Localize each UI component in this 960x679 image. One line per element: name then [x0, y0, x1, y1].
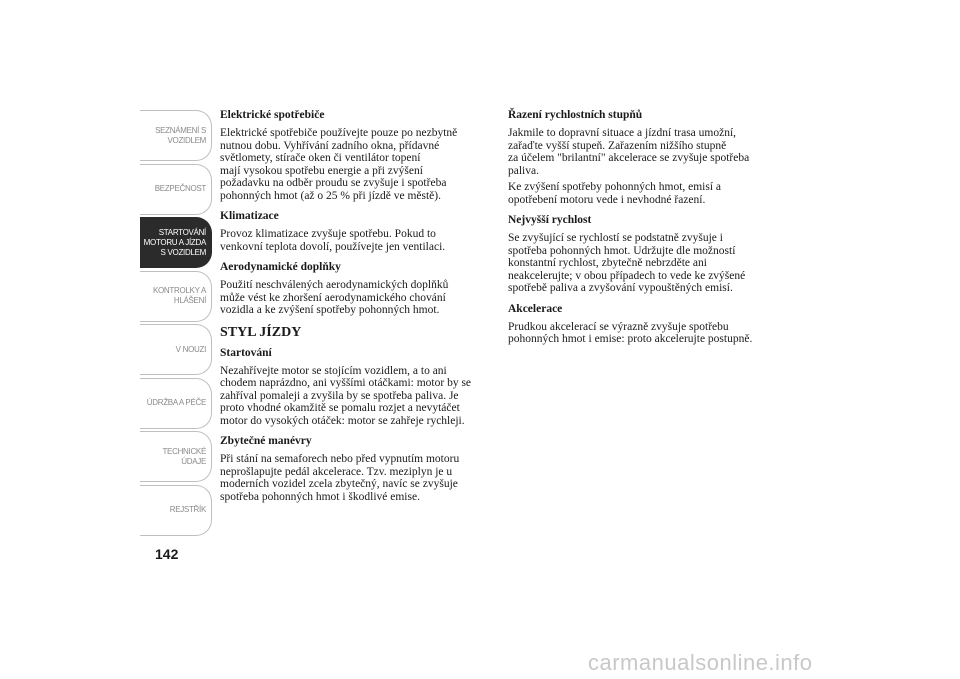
heading-zbytecne-manevry: Zbytečné manévry	[220, 435, 312, 447]
tab-seznameni-s-vozidlem[interactable]: SEZNÁMENÍ S VOZIDLEM	[140, 110, 212, 161]
paragraph-akcelerace: Prudkou akcelerací se výrazně zvyšuje spotřebu pohonných hmot i emise: proto akcelerujte postupně.	[508, 320, 753, 345]
watermark: carmanualsonline.info	[588, 650, 813, 675]
heading-aerodynamicke-doplnky: Aerodynamické doplňky	[220, 261, 341, 273]
tab-udrzba-a-pece[interactable]: ÚDRŽBA A PÉČE	[140, 378, 212, 429]
heading-elektricke-spotrebice: Elektrické spotřebiče	[220, 109, 325, 121]
left-column	[220, 109, 500, 511]
paragraph-startovani: Nezahřívejte motor se stojícím vozidlem, a to ani chodem naprázdno, ani vyššími otáčkami: motor by se zahříval pomaleji a zvyšila by se spotřeba paliva. Je proto vhodné okamžitě se pomalu rozjet a nevytáčet motor do vysokých otáček: motor se zahřeje rychleji.	[220, 364, 472, 427]
heading-razeni: Řazení rychlostních stupňů	[508, 109, 643, 121]
tab-kontrolky-a-hlaseni[interactable]: KONTROLKY A HLÁŠENÍ	[140, 271, 212, 322]
tab-rejstrik[interactable]: REJSTŘÍK	[140, 485, 212, 536]
heading-startovani: Startování	[220, 346, 272, 359]
page-number: 142	[155, 546, 179, 562]
paragraph-razeni-1: Jakmile to dopravní situace a jízdní trasa umožní, zařaďte vyšší stupeň. Zařazením nižšího stupně za účelem "brilantní" akcelerace se zvyšuje spotřeba paliva.	[508, 127, 750, 177]
paragraph-razeni-2: Ke zvýšení spotřeby pohonných hmot, emisí a opotřebení motoru vede i nevhodné řazení.	[508, 181, 722, 206]
heading-akcelerace: Akcelerace	[508, 302, 563, 315]
heading-nejvyssi-rychlost: Nejvyšší rychlost	[508, 214, 592, 226]
section-title-styl-jizdy: STYL JÍZDY	[220, 324, 302, 340]
paragraph-nejvyssi-rychlost: Se zvyšující se rychlostí se podstatně zvyšuje i spotřeba pohonných hmot. Udržujte dle možností konstantní rychlost, zbytečně nebrzděte ani neakcelerujte; v obou případech to vede ke zvýšené spotřebě paliva a zvyšování vypouštěných emisí.	[508, 232, 746, 294]
tab-technicke-udaje[interactable]: TECHNICKÉ ÚDAJE	[140, 431, 212, 482]
tab-v-nouzi[interactable]: V NOUZI	[140, 324, 212, 375]
paragraph-elektricke-spotrebice: Elektrické spotřebiče používejte pouze po nezbytně nutnou dobu. Vyhřívání zadního okna, přídavné světlomety, stírače oken či ventilátor topení mají vysokou spotřebu energie a při zvýšení požadavku na odběr proudu se zvyšuje i spotřeba pohonných hmot (až o 25 % při jízdě ve městě).	[220, 127, 458, 202]
tab-bezpecnost[interactable]: BEZPEČNOST	[140, 164, 212, 215]
chapter-sidebar	[140, 110, 212, 538]
paragraph-zbytecne-manevry: Při stání na semaforech nebo před vypnutím motoru neprošlapujte pedál akcelerace. Tzv. meziplyn je u moderních vozidel zcela zbytečný, navíc se zvyšuje spotřeba pohonných hmot i škodlivé emise.	[220, 453, 460, 503]
right-column	[508, 109, 788, 354]
heading-klimatizace: Klimatizace	[220, 210, 279, 222]
tab-startovani-motoru[interactable]: STARTOVÁNÍ MOTORU A JÍZDA S VOZIDLEM	[140, 217, 212, 268]
paragraph-klimatizace: Provoz klimatizace zvyšuje spotřebu. Pokud to venkovní teplota dovolí, používejte jen ventilaci.	[220, 228, 446, 253]
paragraph-aerodynamicke-doplnky: Použití neschválených aerodynamických doplňků může vést ke zhoršení aerodynamického chování vozidla a ke zvýšení spotřeby pohonných hmot.	[220, 279, 449, 316]
